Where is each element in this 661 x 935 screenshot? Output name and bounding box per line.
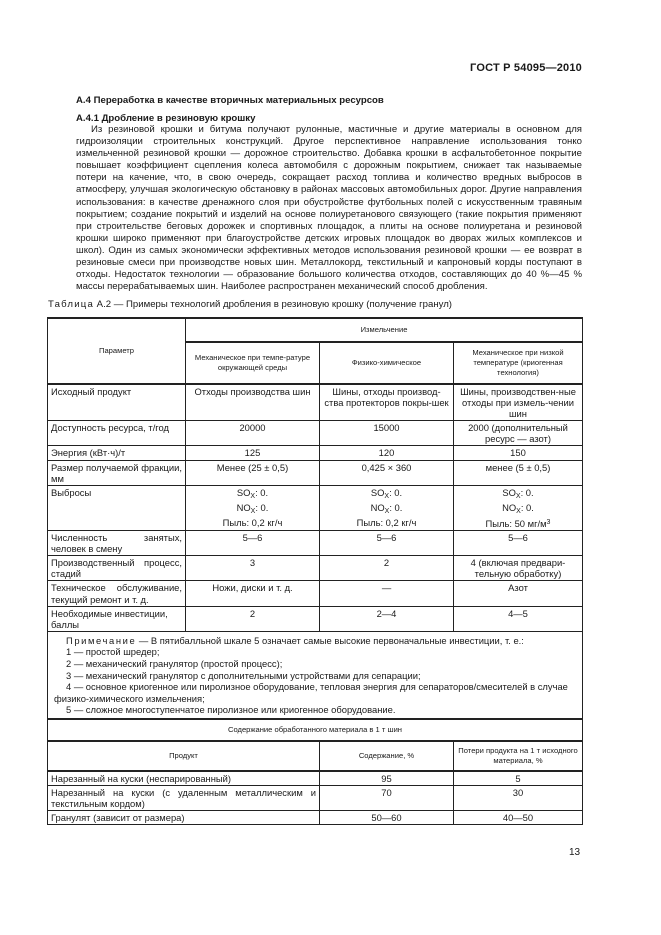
row-value: 3	[186, 556, 320, 581]
content-col-content: Содержание, %	[320, 741, 454, 771]
content-row	[48, 786, 583, 811]
row-value: Шины, отходы производ-ства протекторов покры-шек	[320, 384, 454, 421]
so-line: $SO_X$: 0.	[236, 486, 269, 500]
emissions-mechanical	[186, 485, 320, 530]
no-line: $NO_X$: 0.	[502, 501, 534, 515]
dust-line: Пыль: 0,2 кг/ч	[222, 516, 283, 528]
content-percent: 70	[320, 786, 454, 811]
page-number: 13	[569, 847, 581, 858]
note-item: 5 — сложное многоступенчатое пиролизное или криогенное оборудование.	[66, 704, 396, 716]
section-title: А.4 Переработка в качестве вторичных материальных ресурсов	[76, 95, 384, 106]
row-param: Техническое обслуживание, текущий ремонт и т. д.	[48, 581, 186, 606]
row-value: 20000	[186, 421, 320, 446]
content-product: Гранулят (зависит от размера)	[48, 811, 320, 825]
standard-number: ГОСТ Р 54095—2010	[470, 62, 582, 74]
row-value: 2000 (дополнительный ресурс — азот)	[454, 421, 583, 446]
technologies-table	[47, 317, 583, 825]
content-loss: 30	[454, 786, 583, 811]
row-value: менее (5 ± 0,5)	[454, 460, 583, 485]
row-value: Ножи, диски и т. д.	[186, 581, 320, 606]
note-item: 3 — механический гранулятор с дополнительными устройствами для сепарации;	[66, 669, 421, 681]
content-percent: 95	[320, 771, 454, 786]
note-intro: Примечание — В пятибалльной шкале 5 означает самые высокие первоначальные инвестиции, т. е.:	[66, 634, 524, 646]
table-row	[48, 384, 583, 421]
row-value: Азот	[454, 581, 583, 606]
content-row	[48, 811, 583, 825]
table-row	[48, 421, 583, 446]
body-paragraph: Из резиновой крошки и битума получают рулонные, мастичные и другие материалы в основном для гидроизоляции строительных конструкций. Другое перспективное направление использования тонко измельченной резиновой крошки — дорожное строительство. Добавка крошки в асфальтобетонное покрытие повышает коэффициент сцепления колеса автомобиля с дорожным покрытием, снижает так называемые потери на качение, что, в свою очередь, сокращает расход топлива и количество вредных выбросов в атмосферу, улучшая экологическую обстановку в районах массовых автомобильных дорог. Другие направления использования: в качестве дренажного слоя при обустройстве футбольных полей с искусственным травяным покрытием; создание покрытий и изделий на основе полиуретанового связующего (такие покрытия применяют при строительстве беговых дорожек и спортивных площадок, а плиты на основе полиуретана и резиновой крошки широко применяют при благоустройстве детских игровых площадок во дворах жилых комплексов и школ). Один из самых экономически эффективных методов использования резиновой крошки — ее возврат в резиновые смеси при производстве новых шин. Металлокорд, текстильный и капроновый корды поступают в отходы. Недостаток технологии — образование большого количества отходов, составляющих до 40 %—45 % массы перерабатываемых шин. Наиболее распространен механический способ дробления.	[76, 124, 582, 293]
row-value: Отходы производства шин	[186, 384, 320, 421]
row-value: 15000	[320, 421, 454, 446]
row-param: Размер получаемой фракции, мм	[48, 460, 186, 485]
note-item: 2 — механический гранулятор (простой процесс);	[66, 657, 283, 669]
content-col-loss: Потери продукта на 1 т исходного материала, %	[454, 741, 583, 771]
dust-line: Пыль: 50 $мг/м^3$	[485, 517, 551, 529]
table-row	[48, 446, 583, 460]
content-loss: 5	[454, 771, 583, 786]
content-product: Нарезанный на куски (с удаленным металлическим и текстильным кордом)	[48, 786, 320, 811]
table-note	[48, 631, 583, 719]
table-row-emissions	[48, 485, 583, 530]
content-row	[48, 771, 583, 786]
header-parameter: Параметр	[48, 318, 186, 384]
no-line: $NO_X$: 0.	[370, 501, 403, 515]
row-param: Необходимые инвестиции, баллы	[48, 606, 186, 631]
table-caption-label: Таблица	[48, 299, 95, 310]
content-loss: 40—50	[454, 811, 583, 825]
content-product: Нарезанный на куски (неспарированный)	[48, 771, 320, 786]
content-title-row	[48, 719, 583, 741]
row-value: 125	[186, 446, 320, 460]
note-item: 1 — простой шредер;	[66, 646, 160, 658]
row-value: 150	[454, 446, 583, 460]
row-value: 120	[320, 446, 454, 460]
header-col-physchem: Физико-химическое	[320, 342, 454, 384]
row-param: Энергия (кВт·ч)/т	[48, 446, 186, 460]
note-label: Примечание	[66, 634, 137, 646]
header-col-mechanical: Механическое при темпе-ратуре окружающей среды	[186, 342, 320, 384]
row-value: 5—6	[320, 531, 454, 556]
row-value: 0,425 × 360	[320, 460, 454, 485]
emissions-physchem	[320, 485, 454, 530]
row-value: Менее (25 ± 0,5)	[186, 460, 320, 485]
table-row	[48, 606, 583, 631]
row-param: Доступность ресурса, т/год	[48, 421, 186, 446]
content-title: Содержание обработанного материала в 1 т шин	[48, 719, 583, 741]
so-line: $SO_X$: 0.	[370, 486, 403, 500]
table-row	[48, 531, 583, 556]
row-value: 2—4	[320, 606, 454, 631]
row-value: 2	[320, 556, 454, 581]
content-col-product: Продукт	[48, 741, 320, 771]
row-value: 4 (включая предвари-тельную обработку)	[454, 556, 583, 581]
table-caption	[48, 299, 452, 310]
no-line: $NO_X$: 0.	[236, 501, 269, 515]
row-value: 5—6	[186, 531, 320, 556]
table-note-row	[48, 631, 583, 719]
dust-line: Пыль: 0,2 кг/ч	[356, 516, 417, 528]
data-table-wrapper	[47, 317, 582, 825]
note-item: 4 — основное криогенное или пиролизное оборудование, тепловая энергия для сепараторов/смесителей в случае физико-химического измельчения;	[54, 681, 568, 704]
row-value: 5—6	[454, 531, 583, 556]
row-param: Производственный процесс, стадий	[48, 556, 186, 581]
row-param: Исходный продукт	[48, 384, 186, 421]
table-row	[48, 581, 583, 606]
row-value: Шины, производствен-ные отходы при измель-чении шин	[454, 384, 583, 421]
table-caption-text: А.2 — Примеры технологий дробления в резиновую крошку (получение гранул)	[94, 299, 453, 310]
header-group: Измельчение	[186, 318, 583, 342]
row-param: Численность занятых, человек в смену	[48, 531, 186, 556]
row-value: —	[320, 581, 454, 606]
row-value: 4—5	[454, 606, 583, 631]
table-row	[48, 556, 583, 581]
row-value: 2	[186, 606, 320, 631]
header-col-cryogenic: Механическое при низкой температуре (криогенная технология)	[454, 342, 583, 384]
content-header-row	[48, 741, 583, 771]
row-param: Выбросы	[48, 485, 186, 530]
subsection-title: А.4.1 Дробление в резиновую крошку	[76, 113, 256, 124]
table-header-row	[48, 318, 583, 342]
so-line: $SO_X$: 0.	[502, 486, 534, 500]
emissions-cryogenic	[454, 485, 583, 530]
content-percent: 50—60	[320, 811, 454, 825]
table-row	[48, 460, 583, 485]
